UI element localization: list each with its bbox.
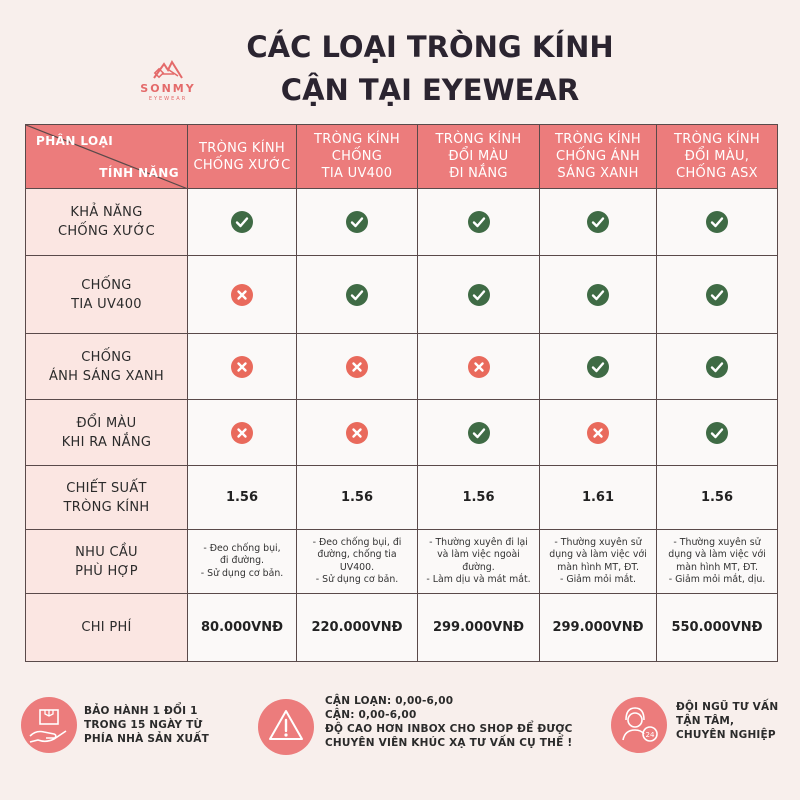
column-header-uv400: TRÒNG KÍNH CHỐNG TIA UV400 [297, 125, 418, 189]
check-icon [468, 211, 490, 233]
feature-cell-no [540, 400, 657, 466]
logo-mark-icon [150, 56, 186, 82]
warranty-box-icon [20, 696, 78, 754]
cost-value: 550.000VNĐ [657, 594, 778, 662]
check-icon [346, 284, 368, 306]
cross-icon [231, 356, 253, 378]
needs-row [26, 530, 778, 594]
row-label-scratch: KHẢ NĂNG CHỐNG XƯỚC [26, 189, 188, 256]
refractive-index-value: 1.56 [297, 466, 418, 530]
refractive-index-row [26, 466, 778, 530]
row-label-uv400: CHỐNG TIA UV400 [26, 256, 188, 334]
row-label-blue-light: CHỐNG ÁNH SÁNG XANH [26, 334, 188, 400]
feature-cell-no [297, 400, 418, 466]
feature-cell-yes [657, 189, 778, 256]
range-line-3: ĐỘ CAO HƠN INBOX CHO SHOP ĐỂ ĐƯỢC [325, 723, 573, 735]
feature-row [26, 256, 778, 334]
feature-row [26, 189, 778, 256]
range-line-2: CẬN: 0,00-6,00 [325, 709, 417, 721]
cross-icon [346, 356, 368, 378]
feature-cell-yes [657, 334, 778, 400]
footer-range [255, 690, 575, 760]
support-badge-text: 24 [645, 731, 655, 739]
brand-name: SONMY [140, 82, 196, 95]
cross-icon [231, 422, 253, 444]
support-line-2: TẬN TÂM, [676, 715, 735, 727]
column-header-photochromic: TRÒNG KÍNH ĐỔI MÀU ĐI NẮNG [418, 125, 540, 189]
check-icon [587, 211, 609, 233]
refractive-index-value: 1.56 [418, 466, 540, 530]
needs-note: - Thường xuyên sử dụng và làm việc với màn hình MT, ĐT. - Giảm mỏi mắt. [540, 530, 657, 594]
feature-cell-no [297, 334, 418, 400]
range-line-1: CẬN LOẠN: 0,00-6,00 [325, 695, 454, 707]
corner-label-feature: TÍNH NĂNG [99, 166, 179, 180]
corner-label-category: PHÂN LOẠI [36, 134, 114, 148]
warranty-line-3: PHÍA NHÀ SẢN XUẤT [84, 733, 209, 745]
page-title [190, 26, 670, 112]
cross-icon [468, 356, 490, 378]
corner-header [26, 125, 188, 189]
check-icon [706, 211, 728, 233]
column-header-blue-light: TRÒNG KÍNH CHỐNG ÁNH SÁNG XANH [540, 125, 657, 189]
check-icon [706, 422, 728, 444]
check-icon [346, 211, 368, 233]
needs-note: - Thường xuyên sử dụng và làm việc với màn hình MT, ĐT. - Giảm mỏi mắt, dịu. [657, 530, 778, 594]
cost-value: 299.000VNĐ [418, 594, 540, 662]
feature-cell-yes [418, 400, 540, 466]
feature-cell-yes [540, 256, 657, 334]
check-icon [587, 284, 609, 306]
footer-support [610, 690, 795, 760]
feature-cell-no [188, 400, 297, 466]
support-line-3: CHUYÊN NGHIỆP [676, 729, 776, 741]
cost-row [26, 594, 778, 662]
check-icon [468, 284, 490, 306]
comparison-table [25, 124, 778, 662]
cross-icon [346, 422, 368, 444]
feature-row [26, 334, 778, 400]
title-line-2: CẬN TẠI EYEWEAR [280, 73, 580, 107]
feature-cell-yes [188, 189, 297, 256]
check-icon [706, 356, 728, 378]
check-icon [706, 284, 728, 306]
title-line-1: CÁC LOẠI TRÒNG KÍNH [246, 30, 614, 64]
cost-value: 220.000VNĐ [297, 594, 418, 662]
cross-icon [231, 284, 253, 306]
support-agent-icon [610, 696, 668, 754]
needs-note: - Thường xuyên đi lại và làm việc ngoài đường. - Làm dịu và mát mắt. [418, 530, 540, 594]
refractive-index-value: 1.56 [657, 466, 778, 530]
row-label-refractive-index: CHIẾT SUẤT TRÒNG KÍNH [26, 466, 188, 530]
refractive-index-value: 1.61 [540, 466, 657, 530]
column-header-row [26, 125, 778, 189]
feature-cell-yes [657, 400, 778, 466]
feature-cell-no [188, 334, 297, 400]
check-icon [468, 422, 490, 444]
feature-cell-yes [297, 256, 418, 334]
column-header-scratch-resistant: TRÒNG KÍNH CHỐNG XƯỚC [188, 125, 297, 189]
feature-cell-yes [657, 256, 778, 334]
support-line-1: ĐỘI NGŨ TƯ VẤN [676, 701, 779, 713]
warranty-line-1: BẢO HÀNH 1 ĐỔI 1 [84, 705, 198, 717]
check-icon [587, 356, 609, 378]
row-label-photochromic: ĐỔI MÀU KHI RA NẮNG [26, 400, 188, 466]
row-label-needs: NHU CẦU PHÙ HỢP [26, 530, 188, 594]
column-header-photochromic-blue-light: TRÒNG KÍNH ĐỔI MÀU, CHỐNG ASX [657, 125, 778, 189]
feature-cell-no [188, 256, 297, 334]
header [0, 0, 800, 122]
feature-cell-yes [297, 189, 418, 256]
range-line-4: CHUYÊN VIÊN KHÚC XẠ TƯ VẤN CỤ THỂ ! [325, 737, 573, 749]
row-label-cost: CHI PHÍ [26, 594, 188, 662]
feature-cell-yes [418, 256, 540, 334]
warranty-line-2: TRONG 15 NGÀY TỪ [84, 719, 203, 731]
feature-cell-yes [540, 189, 657, 256]
feature-cell-no [418, 334, 540, 400]
brand-tagline: EYEWEAR [148, 96, 188, 102]
footer-warranty [20, 690, 260, 760]
needs-note: - Đeo chống bụi, đi đường, chống tia UV400. - Sử dụng cơ bản. [297, 530, 418, 594]
cost-value: 299.000VNĐ [540, 594, 657, 662]
feature-row [26, 400, 778, 466]
needs-note: - Đeo chống bụi, đi đường. - Sử dụng cơ bản. [188, 530, 297, 594]
feature-cell-yes [540, 334, 657, 400]
warning-icon [257, 698, 315, 756]
cross-icon [587, 422, 609, 444]
cost-value: 80.000VNĐ [188, 594, 297, 662]
refractive-index-value: 1.56 [188, 466, 297, 530]
feature-cell-yes [418, 189, 540, 256]
check-icon [231, 211, 253, 233]
